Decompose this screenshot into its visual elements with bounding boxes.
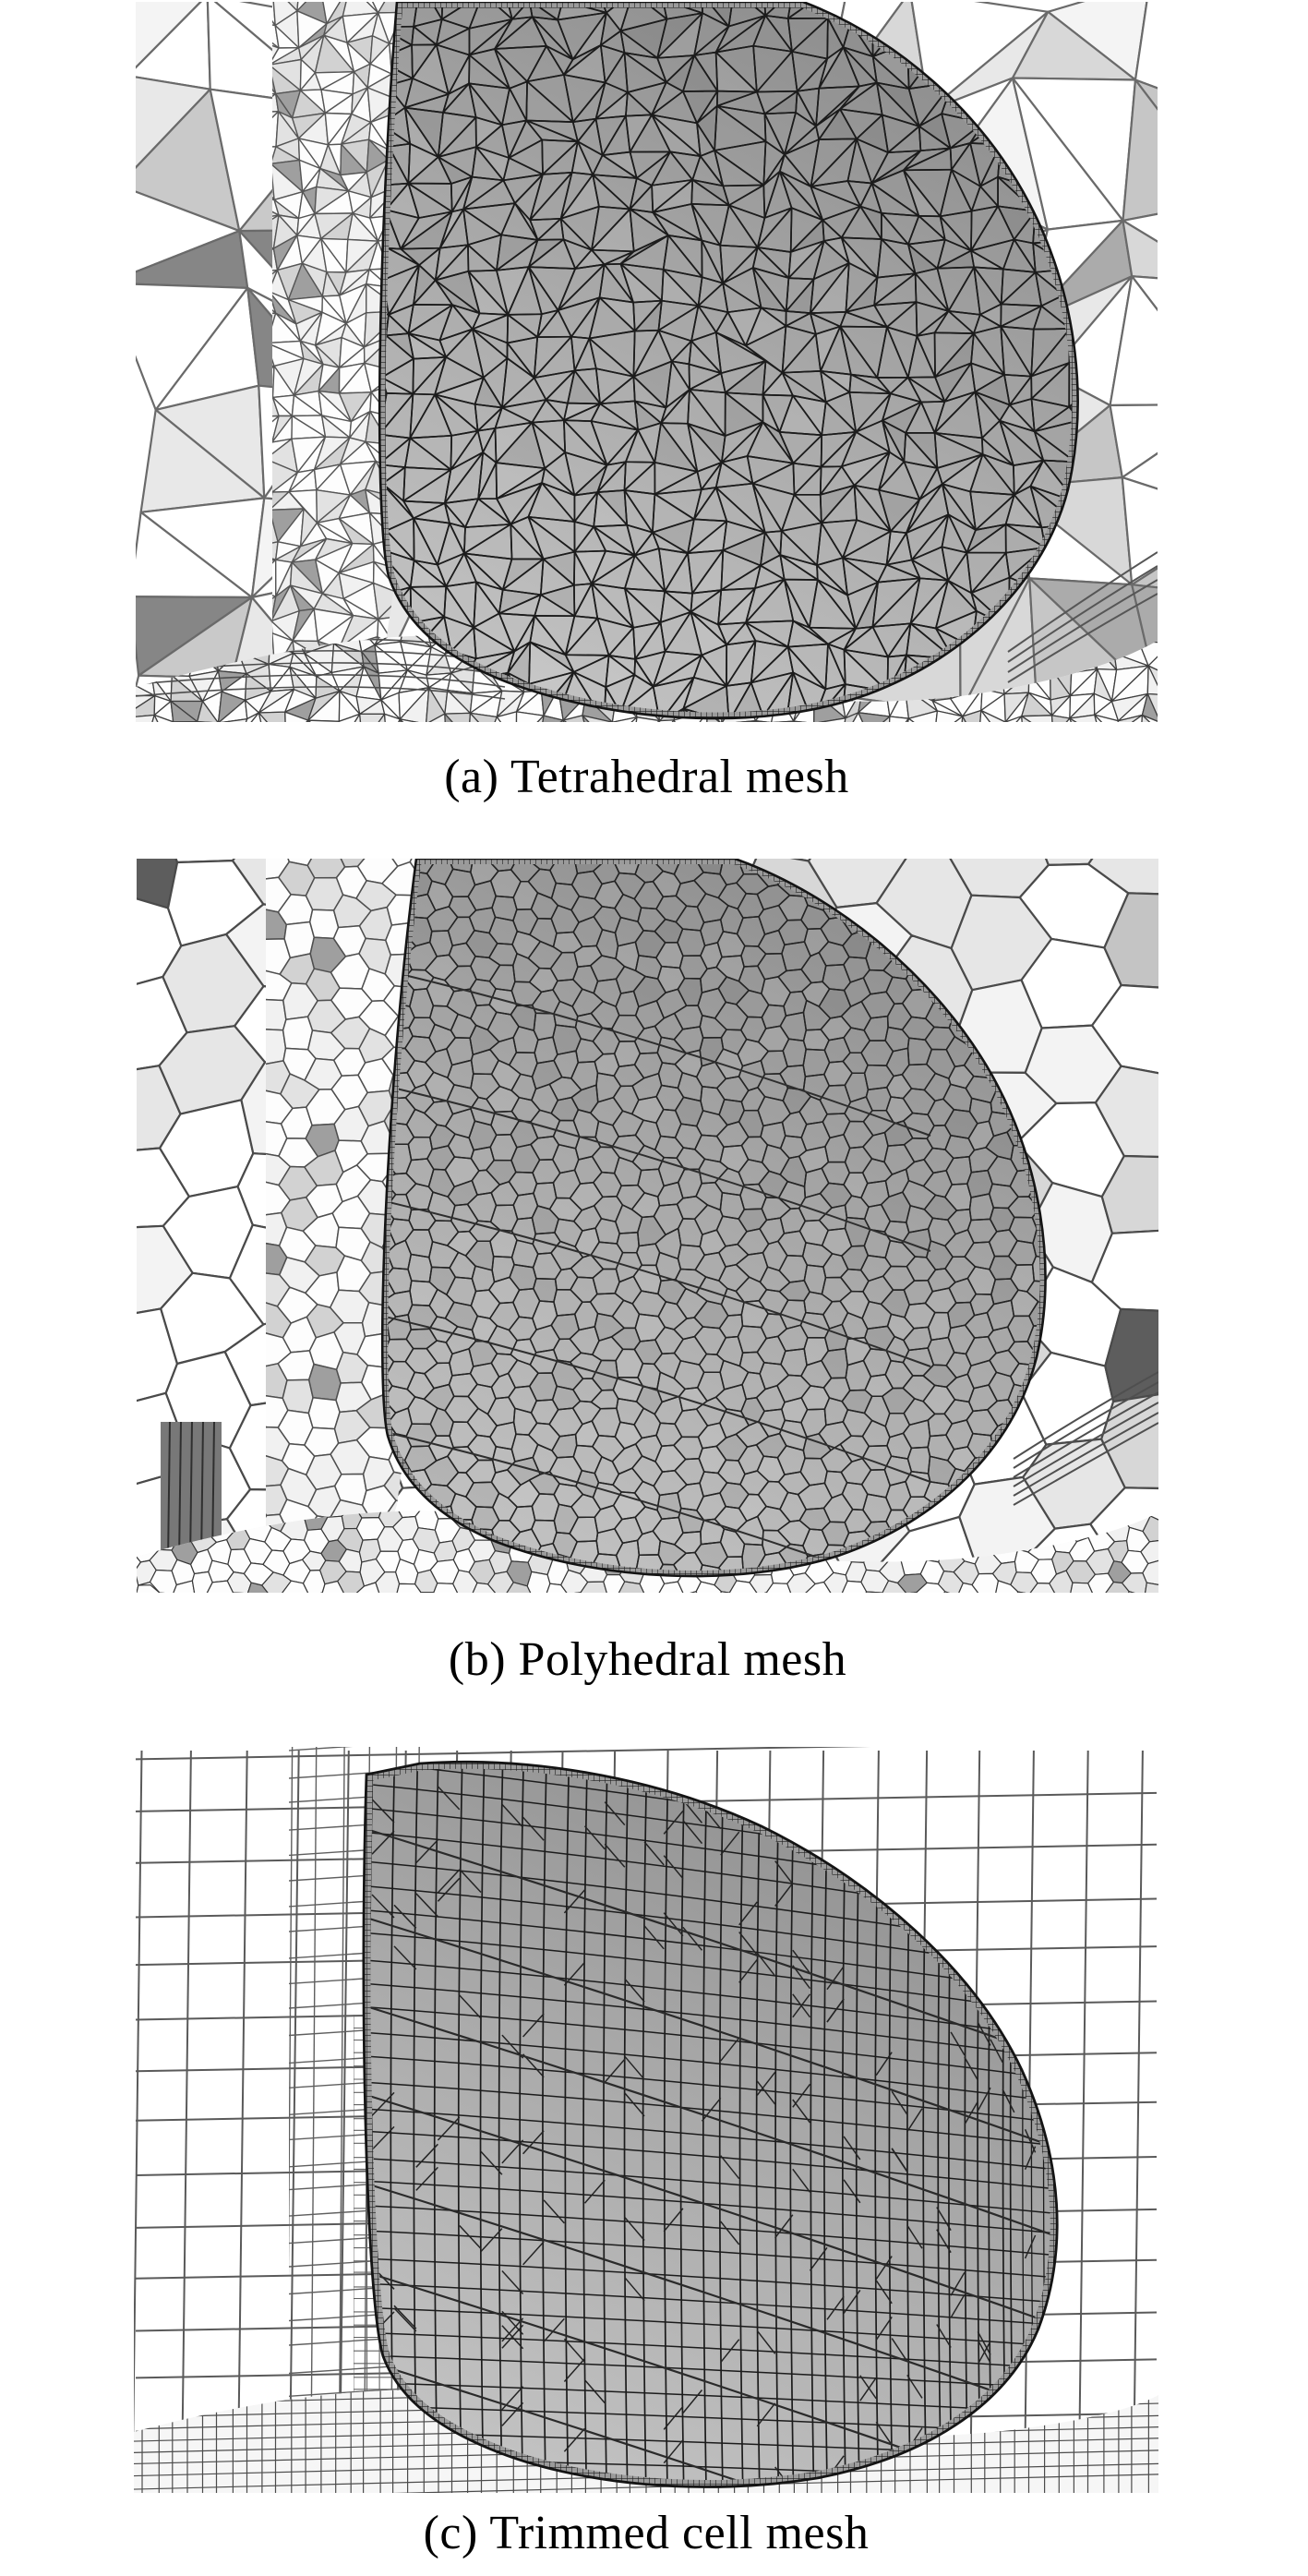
polyhedral-mesh-rendering [137, 859, 1158, 1593]
caption-polyhedral: (b) Polyhedral mesh [448, 1633, 847, 1686]
trimmed-cell-mesh-rendering [134, 1747, 1158, 2493]
caption-trimmed-cell: (c) Trimmed cell mesh [423, 2507, 870, 2559]
mesh-image-tetrahedral [136, 2, 1158, 722]
mesh-image-polyhedral [137, 859, 1158, 1593]
mesh-image-trimmed-cell [134, 1747, 1158, 2493]
tetrahedral-mesh-rendering [136, 2, 1158, 722]
caption-tetrahedral: (a) Tetrahedral mesh [444, 751, 849, 803]
